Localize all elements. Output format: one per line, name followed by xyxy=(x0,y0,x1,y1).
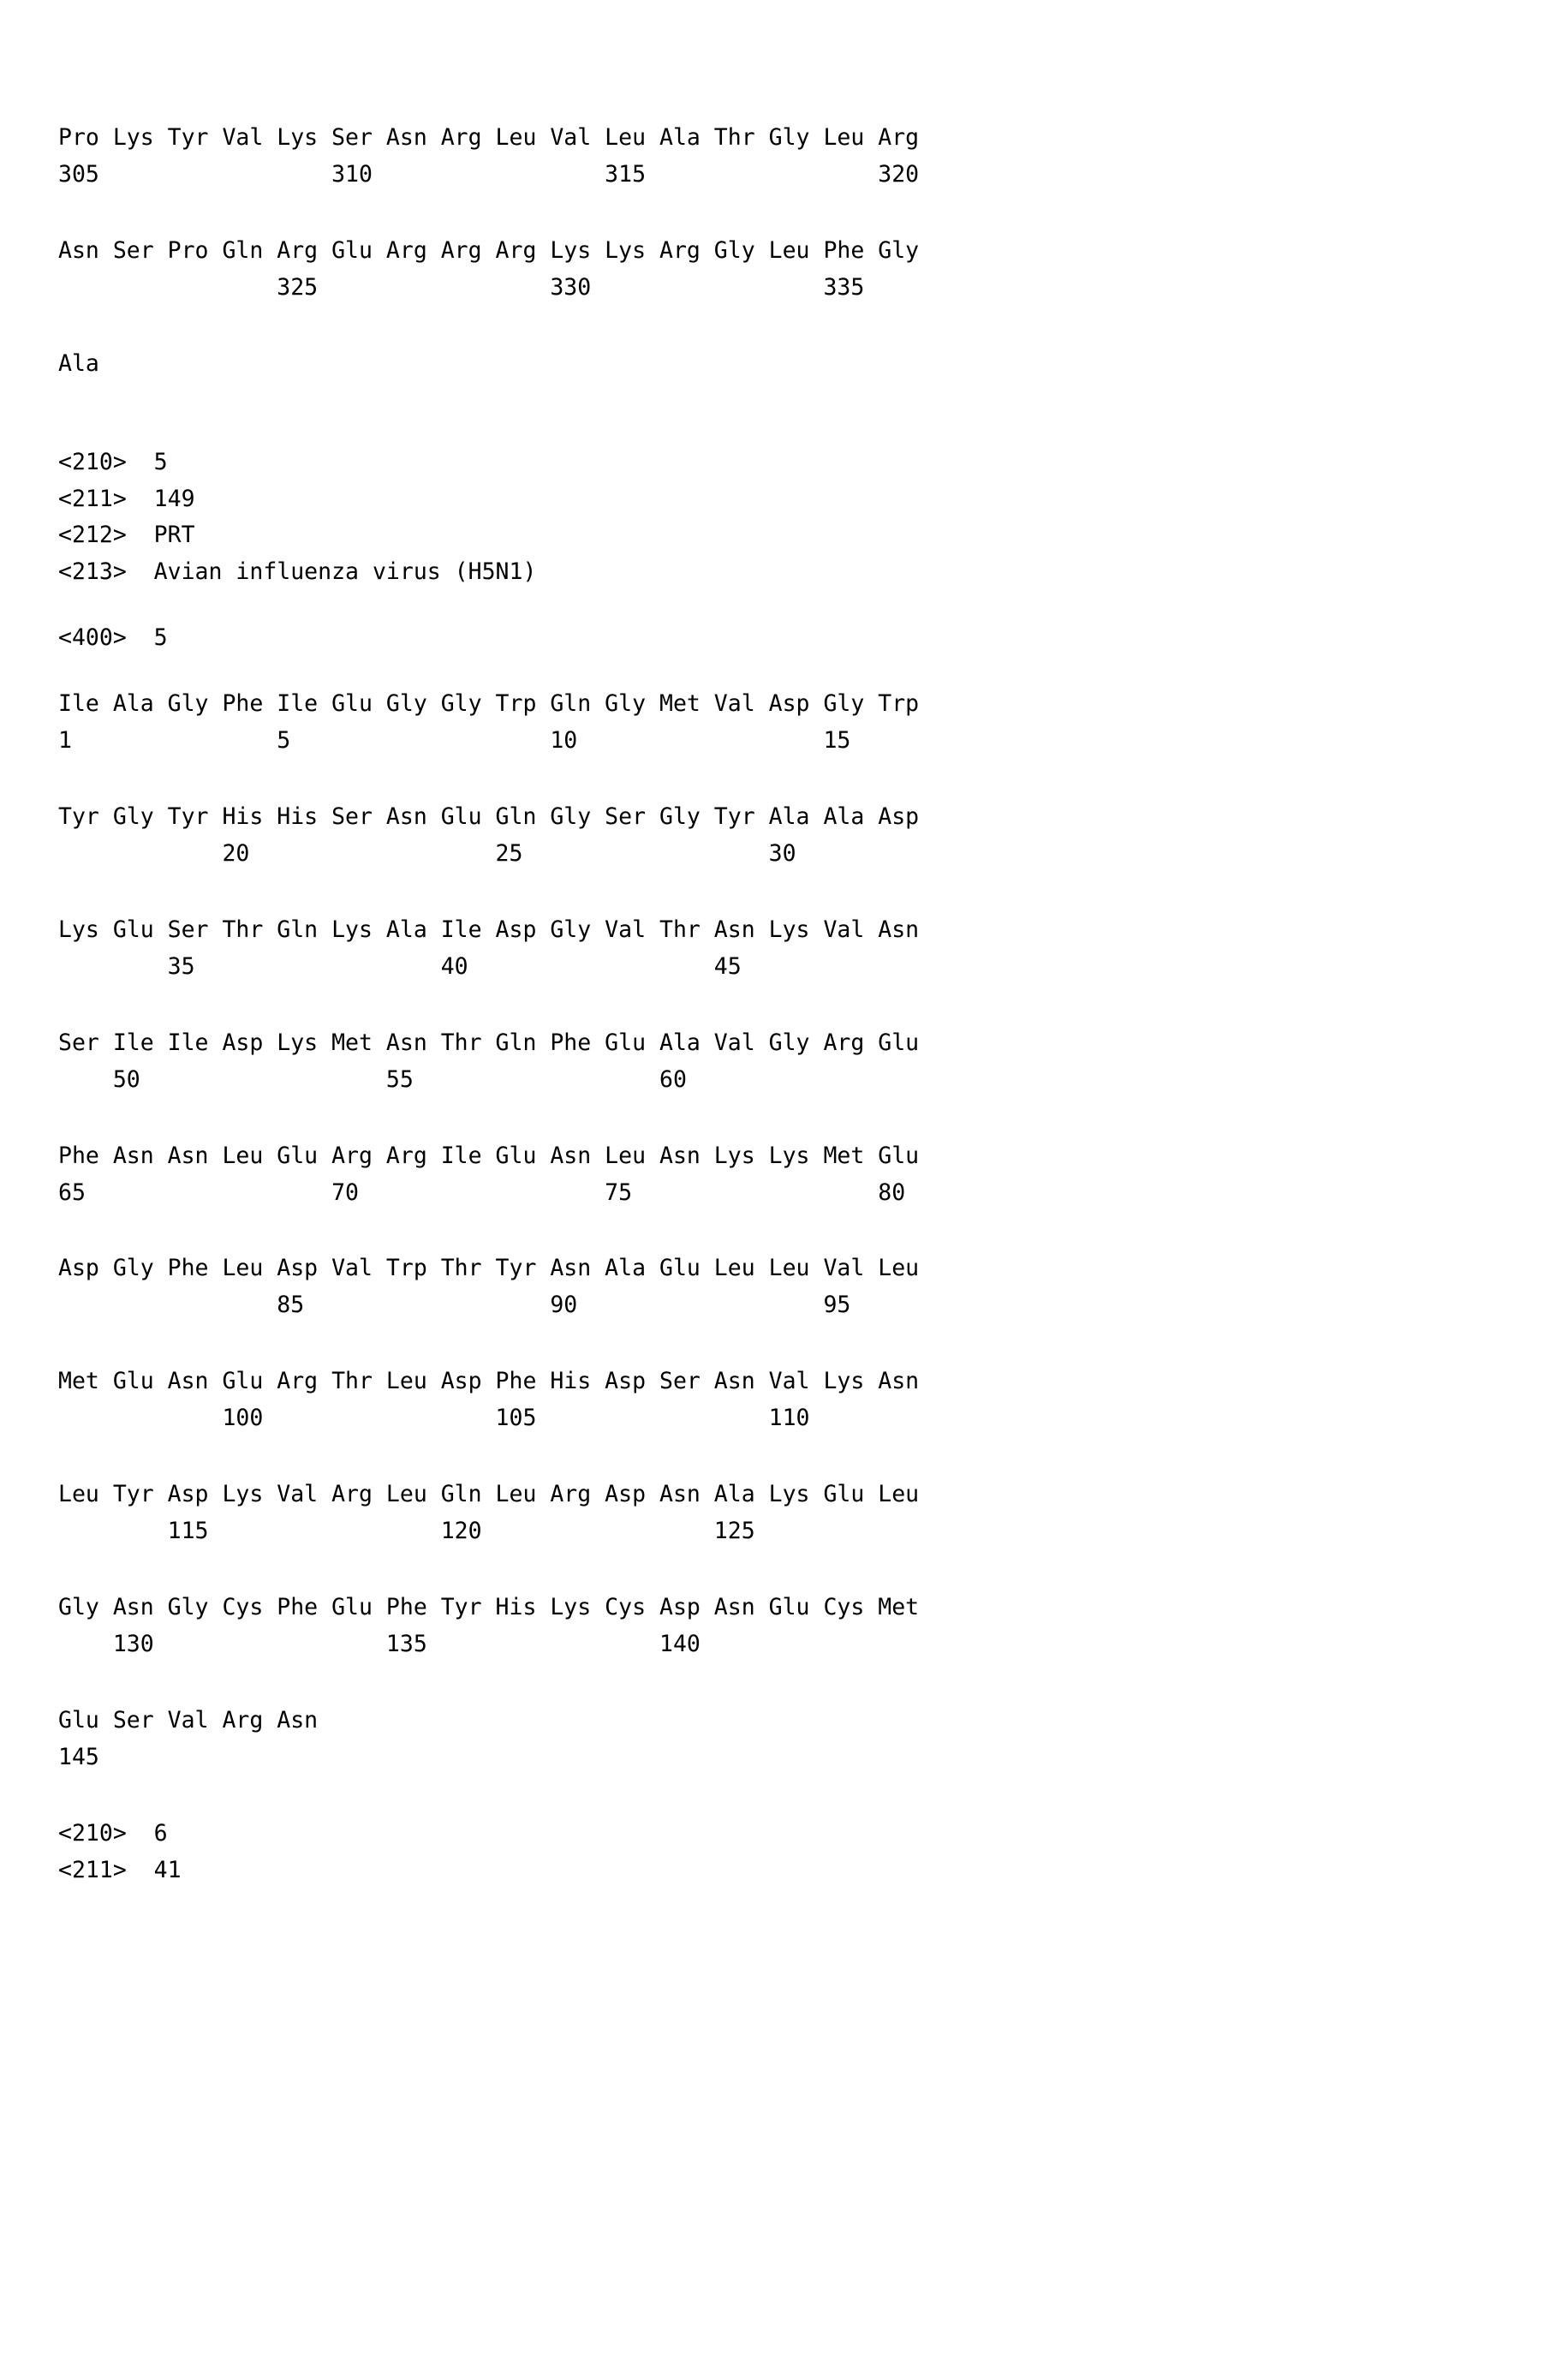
tag-line: <213> Avian influenza virus (H5N1) xyxy=(58,558,537,586)
residue-number-row: 20 25 30 xyxy=(58,839,796,867)
sequence-block xyxy=(58,346,1465,405)
tag-line: <210> 6 xyxy=(58,1819,168,1847)
sequence-block xyxy=(58,1250,1465,1324)
residue-row: Asn Ser Pro Gln Arg Glu Arg Arg Arg Lys Lys Arg Gly Leu Phe Gly xyxy=(58,236,920,264)
tag-group xyxy=(58,620,1465,657)
sequence-block xyxy=(58,1703,1465,1776)
residue-number-row xyxy=(58,383,1465,405)
residue-number-row: 85 90 95 xyxy=(58,1292,851,1319)
residue-row: Glu Ser Val Arg Asn xyxy=(58,1706,319,1733)
tag-line: <211> 149 xyxy=(58,485,195,512)
residue-number-row: 305 310 315 320 xyxy=(58,160,920,188)
residue-row: Ile Ala Gly Phe Ile Glu Gly Gly Trp Gln Gly Met Val Asp Gly Trp xyxy=(58,690,920,718)
sequence-block xyxy=(58,686,1465,760)
tag-group xyxy=(58,1816,1465,1889)
residue-row: Ala xyxy=(58,349,99,377)
residue-number-row: 325 330 335 xyxy=(58,273,865,301)
sequence-block xyxy=(58,1363,1465,1437)
tag-line: <212> PRT xyxy=(58,522,195,549)
residue-number-row: 35 40 45 xyxy=(58,952,742,980)
residue-row: Tyr Gly Tyr His His Ser Asn Glu Gln Gly Ser Gly Tyr Ala Ala Asp xyxy=(58,803,920,831)
residue-row: Ser Ile Ile Asp Lys Met Asn Thr Gln Phe Glu Ala Val Gly Arg Glu xyxy=(58,1029,920,1056)
residue-number-row: 145 xyxy=(58,1743,99,1770)
residue-row: Asp Gly Phe Leu Asp Val Trp Thr Tyr Asn Ala Glu Leu Leu Val Leu xyxy=(58,1255,920,1282)
residue-row: Lys Glu Ser Thr Gln Lys Ala Ile Asp Gly Val Thr Asn Lys Val Asn xyxy=(58,916,920,943)
tag-line: <400> 5 xyxy=(58,624,168,652)
sequence-block xyxy=(58,233,1465,307)
residue-number-row: 65 70 75 80 xyxy=(58,1178,906,1206)
sequence-block xyxy=(58,912,1465,986)
residue-row: Leu Tyr Asp Lys Val Arg Leu Gln Leu Arg Asp Asn Ala Lys Glu Leu xyxy=(58,1481,920,1508)
sequence-block xyxy=(58,120,1465,194)
residue-row: Met Glu Asn Glu Arg Thr Leu Asp Phe His Asp Ser Asn Val Lys Asn xyxy=(58,1368,920,1395)
residue-number-row: 100 105 110 xyxy=(58,1405,810,1432)
tag-line: <211> 41 xyxy=(58,1856,182,1883)
sequence-block xyxy=(58,799,1465,873)
sequence-listing-body xyxy=(58,120,1465,1889)
residue-row: Pro Lys Tyr Val Lys Ser Asn Arg Leu Val Leu Ala Thr Gly Leu Arg xyxy=(58,124,920,151)
sequence-block xyxy=(58,1590,1465,1663)
sequence-block xyxy=(58,1138,1465,1212)
residue-row: Phe Asn Asn Leu Glu Arg Arg Ile Glu Asn Leu Asn Lys Lys Met Glu xyxy=(58,1142,920,1169)
residue-number-row: 50 55 60 xyxy=(58,1065,687,1093)
sequence-block xyxy=(58,1025,1465,1099)
residue-number-row: 1 5 10 15 xyxy=(58,727,851,755)
residue-number-row: 115 120 125 xyxy=(58,1518,755,1545)
sequence-block xyxy=(58,1477,1465,1550)
tag-group xyxy=(58,445,1465,592)
residue-number-row: 130 135 140 xyxy=(58,1630,701,1657)
tag-line: <210> 5 xyxy=(58,448,168,475)
residue-row: Gly Asn Gly Cys Phe Glu Phe Tyr His Lys Cys Asp Asn Glu Cys Met xyxy=(58,1593,920,1620)
